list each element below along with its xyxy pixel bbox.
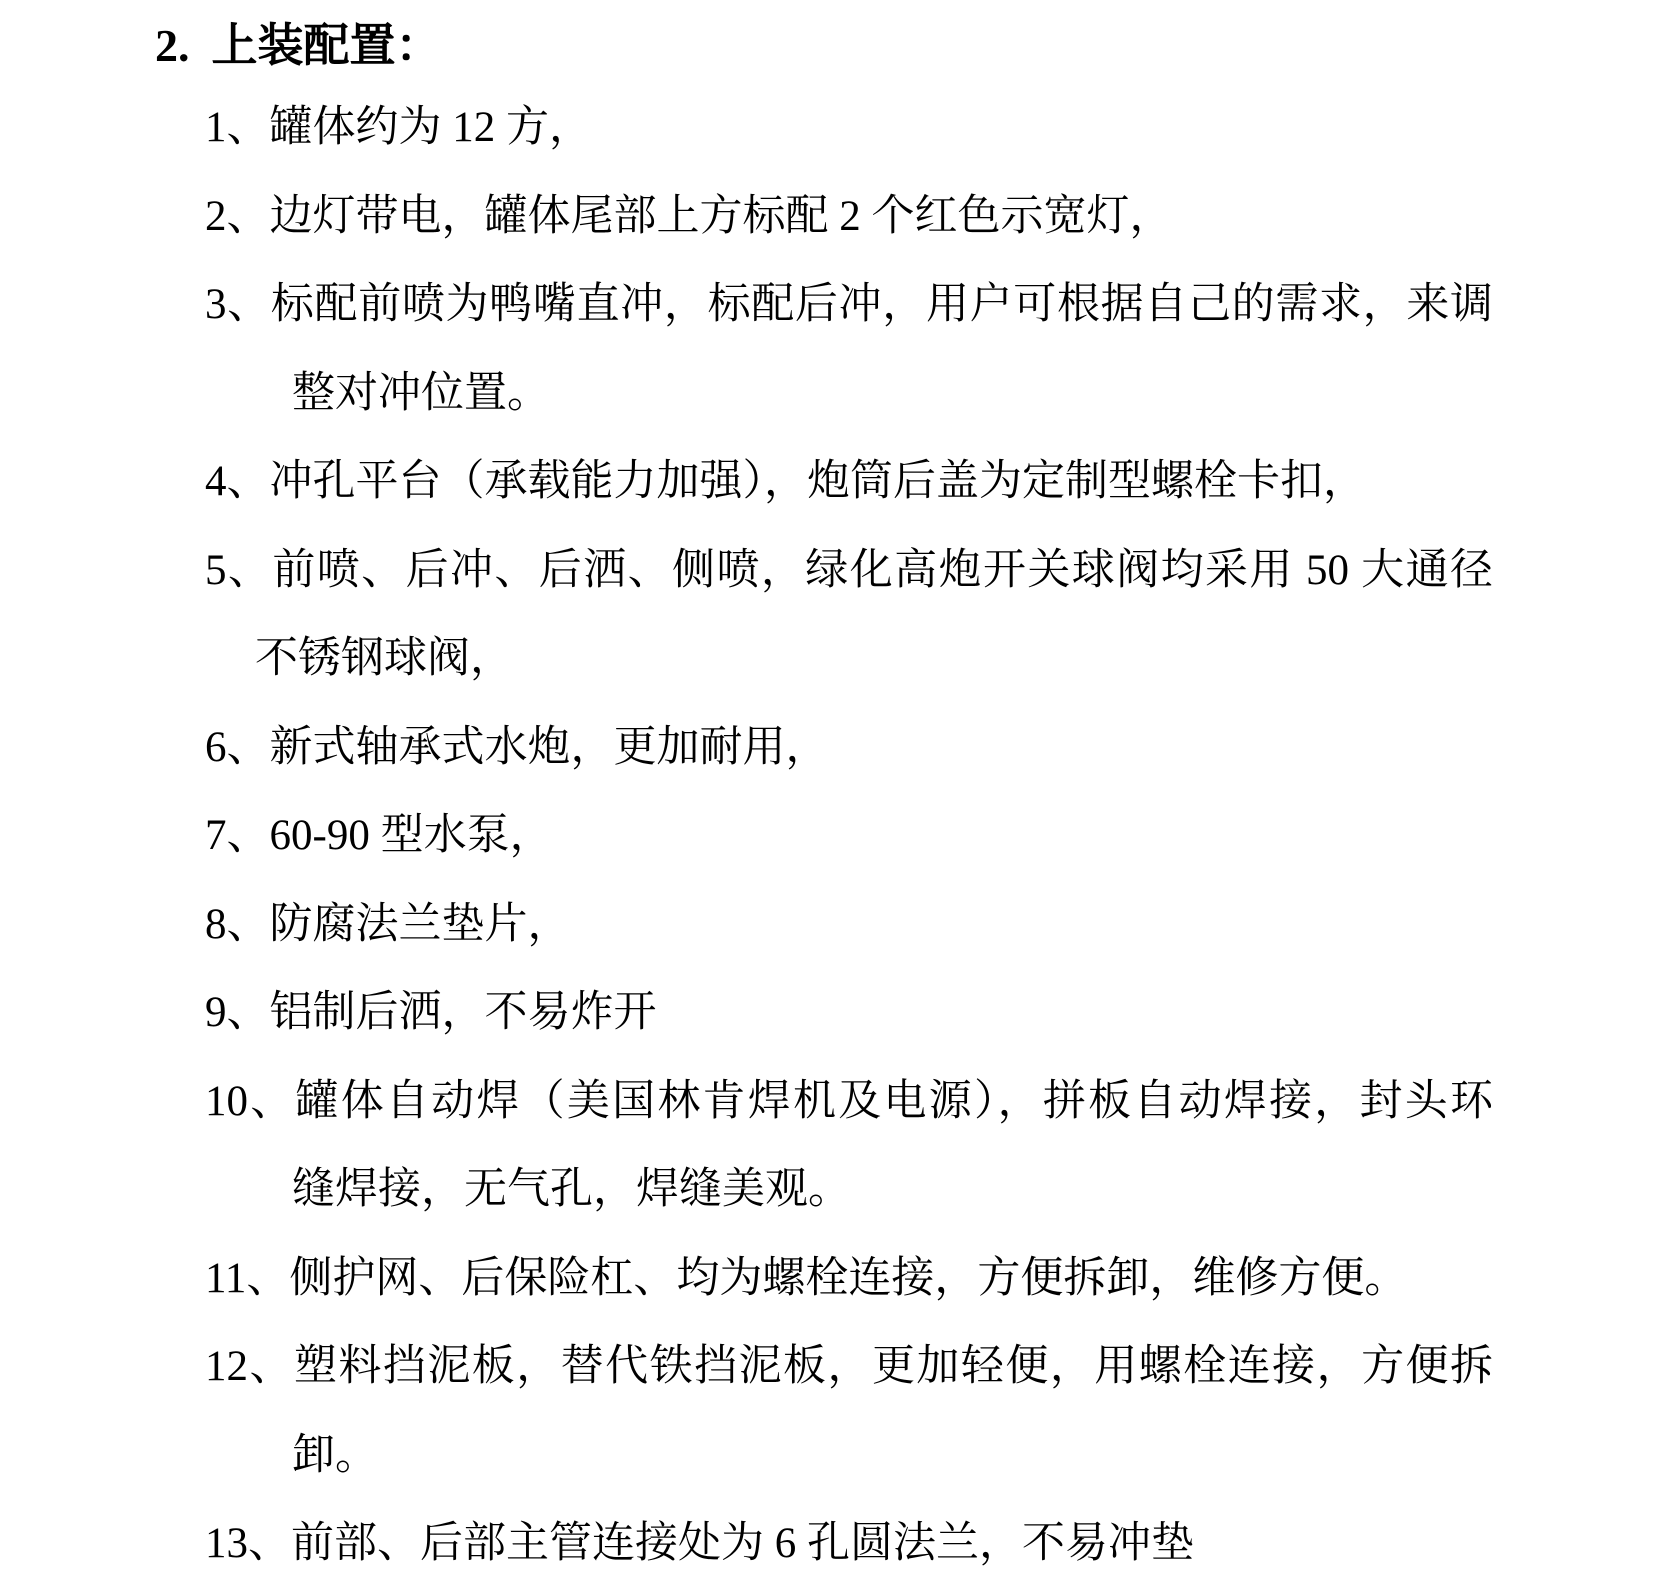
- item-1-text: 罐体约为 12 方，: [269, 104, 592, 151]
- item-10-marker: 10、: [205, 1077, 296, 1125]
- item-13-text: 前部、后部主管连接处为 6 孔圆法兰，不易冲垫: [291, 1520, 1194, 1567]
- section-number: 2.: [155, 20, 190, 71]
- item-10-text-2: 缝焊接，无气孔，焊缝美观。: [292, 1166, 851, 1213]
- item-5-text-2: 不锈钢球阀，: [255, 635, 513, 682]
- list-item-5: [205, 527, 1493, 616]
- item-12-text: 塑料挡泥板，替代铁挡泥板，更加轻便，用螺栓连接，方便拆: [293, 1343, 1494, 1390]
- list-item-13: [205, 1500, 1654, 1589]
- section-title: 上装配置：: [211, 20, 442, 71]
- item-2-text: 边灯带电，罐体尾部上方标配 2 个红色示宽灯，: [269, 192, 1173, 240]
- list-item-2: [205, 173, 1654, 262]
- item-3-marker: 3、: [205, 281, 271, 328]
- list-item-7: [205, 792, 1654, 881]
- item-11-text: 侧护网、后保险杠、均为螺栓连接，方便拆卸，维修方便。: [289, 1254, 1408, 1302]
- list-item-6: [205, 704, 1654, 793]
- item-8-text: 防腐法兰垫片，: [269, 900, 571, 948]
- item-4-text: 冲孔平台（承载能力加强），炮筒后盖为定制型螺栓卡扣，: [269, 458, 1366, 505]
- list-item-9: [205, 969, 1654, 1058]
- item-10-text: 罐体自动焊（美国林肯焊机及电源），拼板自动焊接，封头环: [295, 1077, 1494, 1125]
- item-6-marker: 6、: [205, 723, 270, 771]
- item-11-marker: 11、: [205, 1254, 290, 1302]
- section-heading: [155, 0, 1654, 84]
- list-item-12: [205, 1323, 1493, 1412]
- list-item-5-continuation: [255, 615, 1654, 704]
- item-3-text: 标配前喷为鸭嘴直冲，标配后冲，用户可根据自己的需求，来调: [270, 281, 1494, 328]
- item-12-text-2: 卸。: [292, 1431, 378, 1479]
- item-7-marker: 7、: [205, 812, 270, 859]
- item-1-marker: 1、: [205, 104, 270, 151]
- list-item-3-continuation: [292, 350, 1654, 439]
- item-2-marker: 2、: [205, 192, 270, 240]
- item-3-text-2: 整对冲位置。: [292, 369, 550, 417]
- list-item-10: [205, 1058, 1493, 1147]
- list-item-10-continuation: [292, 1146, 1654, 1235]
- list-item-1: [205, 84, 1654, 173]
- item-5-text: 前喷、后冲、后洒、侧喷，绿化高炮开关球阀均采用 50 大通径: [272, 546, 1494, 594]
- item-5-marker: 5、: [205, 546, 273, 594]
- item-4-marker: 4、: [205, 458, 270, 505]
- item-7-text: 60-90 型水泵，: [269, 812, 553, 859]
- list-item-12-continuation: [292, 1412, 1654, 1501]
- list-item-3: [205, 261, 1493, 350]
- item-6-text: 新式轴承式水炮，更加耐用，: [269, 723, 829, 771]
- item-9-text: 铝制后洒，不易炸开: [269, 989, 657, 1036]
- item-9-marker: 9、: [205, 989, 270, 1036]
- list-item-4: [205, 438, 1654, 527]
- item-8-marker: 8、: [205, 900, 270, 948]
- item-13-marker: 13、: [205, 1520, 291, 1567]
- list-item-11: [205, 1235, 1654, 1324]
- item-12-marker: 12、: [205, 1343, 294, 1390]
- list-item-8: [205, 881, 1654, 970]
